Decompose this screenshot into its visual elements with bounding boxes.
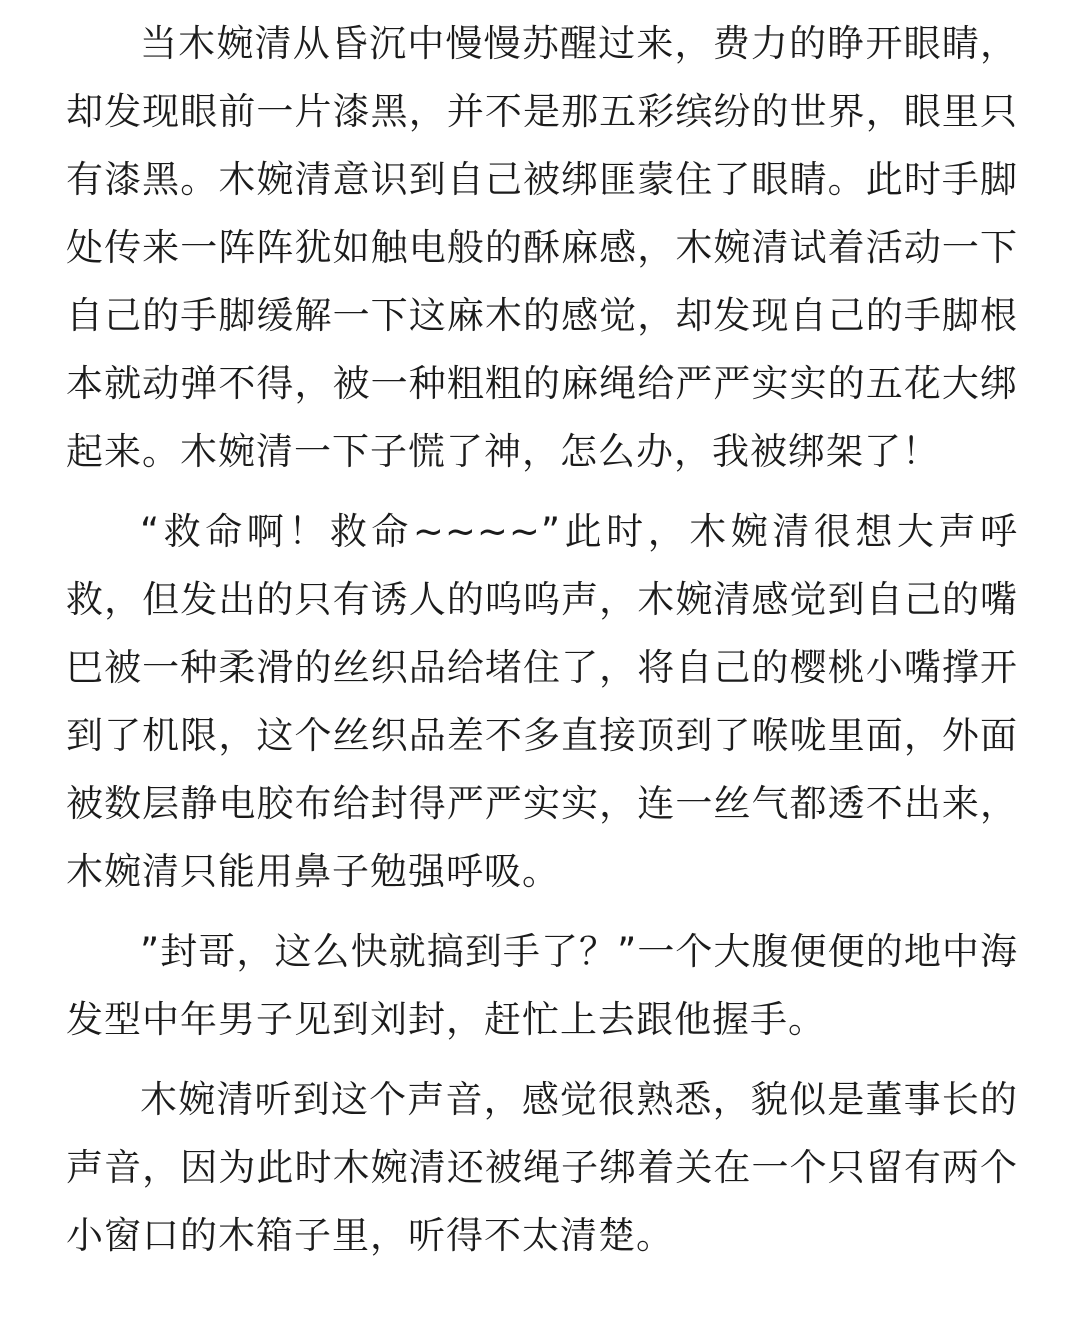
article-body: [66, 10, 1018, 1282]
paragraph-1: 当木婉清从昏沉中慢慢苏醒过来，费力的睁开眼睛，却发现眼前一片漆黑，并不是那五彩缤纷的世界，眼里只有漆黑。木婉清意识到自己被绑匪蒙住了眼睛。此时手脚处传来一阵阵犹如触电般的酥麻感，木婉清试着活动一下自己的手脚缓解一下这麻木的感觉，却发现自己的手脚根本就动弹不得，被一种粗粗的麻绳给严严实实的五花大绑起来。木婉清一下子慌了神，怎么办，我被绑架了！: [66, 22, 1018, 473]
paragraph-3: ”封哥，这么快就搞到手了？”一个大腹便便的地中海发型中年男子见到刘封，赶忙上去跟他握手。: [66, 930, 1018, 1041]
paragraph-4: 木婉清听到这个声音，感觉很熟悉，貌似是董事长的声音，因为此时木婉清还被绳子绑着关在一个只留有两个小窗口的木箱子里，听得不太清楚。: [66, 1078, 1018, 1257]
paragraph-2: “救命啊！救命~~~~”此时，木婉清很想大声呼救，但发出的只有诱人的呜呜声，木婉清感觉到自己的嘴巴被一种柔滑的丝织品给堵住了，将自己的樱桃小嘴撑开到了机限，这个丝织品差不多直接顶到了喉咙里面，外面被数层静电胶布给封得严严实实，连一丝气都透不出来，木婉清只能用鼻子勉强呼吸。: [66, 510, 1018, 893]
